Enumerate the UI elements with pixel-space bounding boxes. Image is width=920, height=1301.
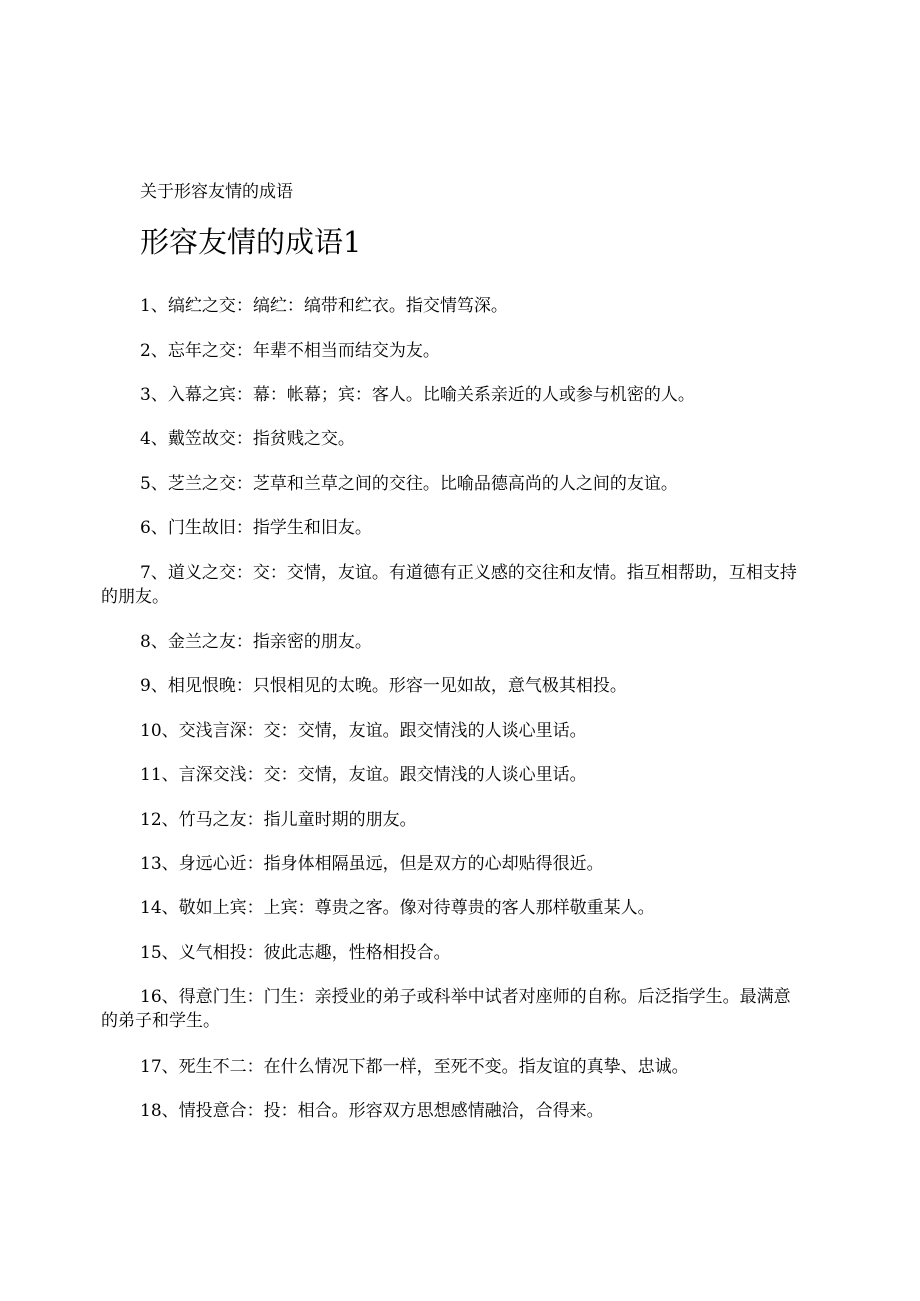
idiom-entry-4: 4、戴笠故交：指贫贱之交。 bbox=[140, 429, 355, 449]
idiom-entry-10: 10、交浅言深：交：交情，友谊。跟交情浅的人谈心里话。 bbox=[140, 721, 587, 741]
idiom-entry-5: 5、芝兰之交：芝草和兰草之间的交往。比喻品德高尚的人之间的友谊。 bbox=[140, 474, 678, 494]
idiom-entry-16: 16、得意门生：门生：亲授业的弟子或科举中试者对座师的自称。后泛指学生。最满意的弟子和学生。 bbox=[101, 987, 791, 1031]
idiom-entry-11: 11、言深交浅：交：交情，友谊。跟交情浅的人谈心里话。 bbox=[140, 765, 587, 785]
idiom-entry-14: 14、敬如上宾：上宾：尊贵之客。像对待尊贵的客人那样敬重某人。 bbox=[140, 898, 655, 918]
idiom-entry-8: 8、金兰之友：指亲密的朋友。 bbox=[140, 632, 372, 652]
idiom-entry-17: 17、死生不二：在什么情况下都一样，至死不变。指友谊的真挚、忠诚。 bbox=[140, 1057, 689, 1077]
idiom-entry-18: 18、情投意合：投：相合。形容双方思想感情融洽，合得来。 bbox=[140, 1101, 604, 1121]
idiom-entry-9: 9、相见恨晚：只恨相见的太晚。形容一见如故，意气极其相投。 bbox=[140, 676, 627, 696]
idiom-entry-1: 1、缟纻之交：缟纻：缟带和纻衣。指交情笃深。 bbox=[140, 296, 508, 316]
document-title: 关于形容友情的成语 bbox=[140, 182, 293, 202]
idiom-entry-6: 6、门生故旧：指学生和旧友。 bbox=[140, 518, 372, 538]
idiom-entry-13: 13、身远心近：指身体相隔虽远，但是双方的心却贴得很近。 bbox=[140, 854, 604, 874]
idiom-entry-15: 15、义气相投：彼此志趣，性格相投合。 bbox=[140, 943, 451, 963]
idiom-entry-2: 2、忘年之交：年辈不相当而结交为友。 bbox=[140, 341, 440, 361]
idiom-entry-12: 12、竹马之友：指儿童时期的朋友。 bbox=[140, 810, 417, 830]
idiom-entry-3: 3、入幕之宾：幕：帐幕；宾：客人。比喻关系亲近的人或参与机密的人。 bbox=[140, 385, 695, 405]
section-heading: 形容友情的成语1 bbox=[140, 225, 362, 259]
idiom-entry-7: 7、道义之交：交：交情，友谊。有道德有正义感的交往和友情。指互相帮助，互相支持的朋友。 bbox=[101, 563, 797, 607]
